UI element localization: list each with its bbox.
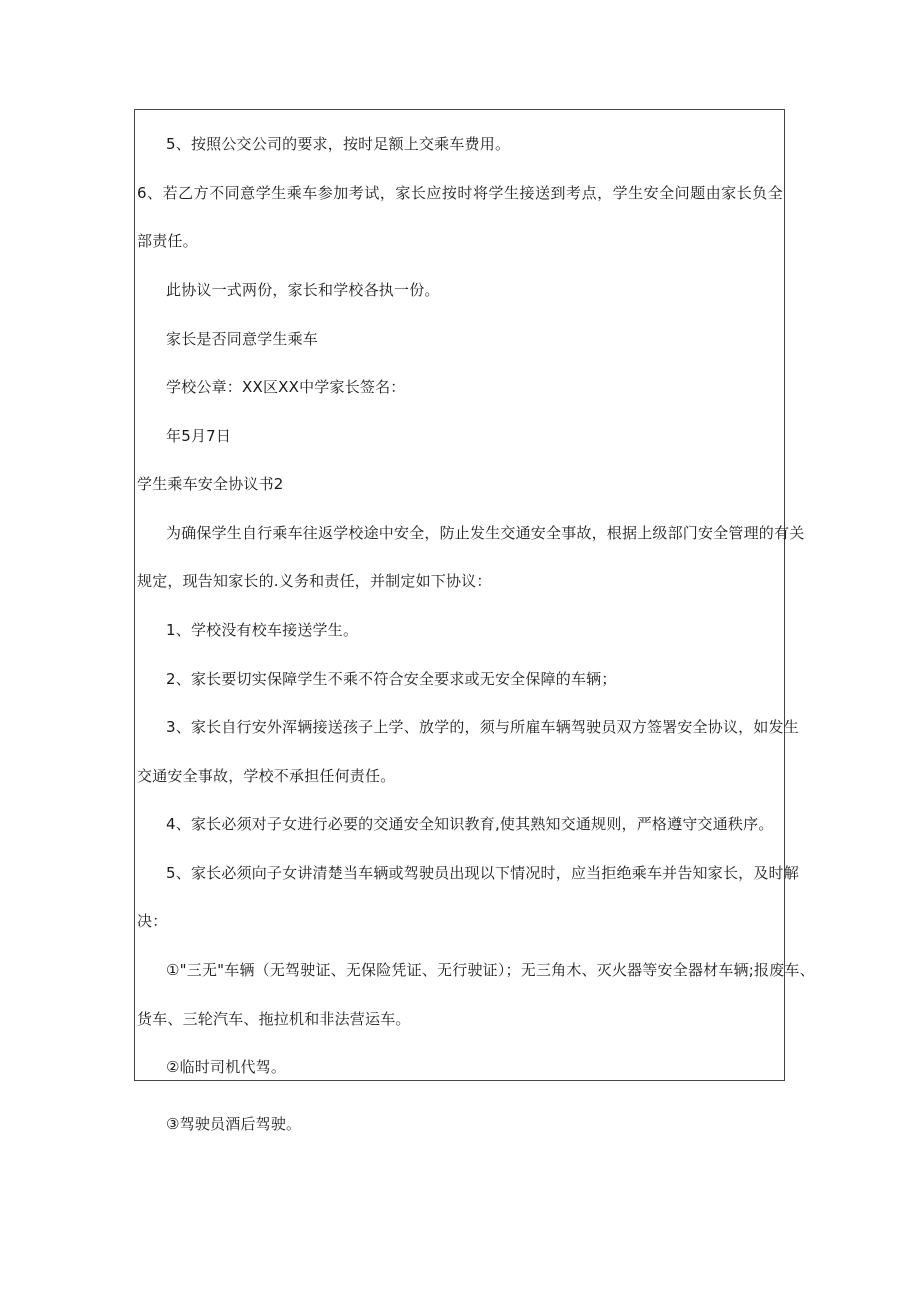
sub-item-1-line-1: ①"三无"车辆（无驾驶证、无保险凭证、无行驶证）；无三角木、灭火器等安全器材车辆;报废车、 [166,961,815,979]
item-2: 2、家长要切实保障学生不乘不符合安全要求或无安全保障的车辆； [166,670,617,688]
agreement-2-title: 学生乘车安全协议书2 [137,475,284,493]
date-line: 年5月7日 [166,427,232,445]
item-3-line-1: 3、家长自行安外浑辆接送孩子上学、放学的，须与所雇车辆驾驶员双方签署安全协议，如发生 [166,718,799,736]
item-5-line-1: 5、家长必须向子女讲清楚当车辆或驾驶员出现以下情况时，应当拒绝乘车并告知家长，及时解 [166,864,799,882]
item-4: 4、家长必须对子女进行必要的交通安全知识教育,使其熟知交通规则，严格遵守交通秩序。 [166,815,774,833]
clause-6-exam-line-1: 6、若乙方不同意学生乘车参加考试，家长应按时将学生接送到考点，学生安全问题由家长负全 [137,184,783,202]
parent-consent-label: 家长是否同意学生乘车 [166,330,319,348]
item-5-line-2: 决： [137,912,168,930]
sub-item-1-line-2: 货车、三轮汽车、拖拉机和非法营运车。 [137,1010,411,1028]
intro-line-1: 为确保学生自行乘车往返学校途中安全，防止发生交通安全事故，根据上级部门安全管理的有关 [166,524,805,542]
document-frame [134,109,815,1081]
item-1: 1、学校没有校车接送学生。 [166,621,359,639]
sub-item-3: ③驾驶员酒后驾驶。 [166,1115,302,1133]
agreement-copies: 此协议一式两份，家长和学校各执一份。 [166,281,440,299]
intro-line-2: 规定，现告知家长的.义务和责任，并制定如下协议： [137,572,492,590]
item-3-line-2: 交通安全事故，学校不承担任何责任。 [137,767,396,785]
clause-6-exam-line-2: 部责任。 [137,232,198,250]
sub-item-2: ②临时司机代驾。 [166,1058,287,1076]
school-seal-signature: 学校公章：XX区XX中学家长签名： [166,378,406,396]
clause-5-fare: 5、按照公交公司的要求，按时足额上交乘车费用。 [166,135,511,153]
